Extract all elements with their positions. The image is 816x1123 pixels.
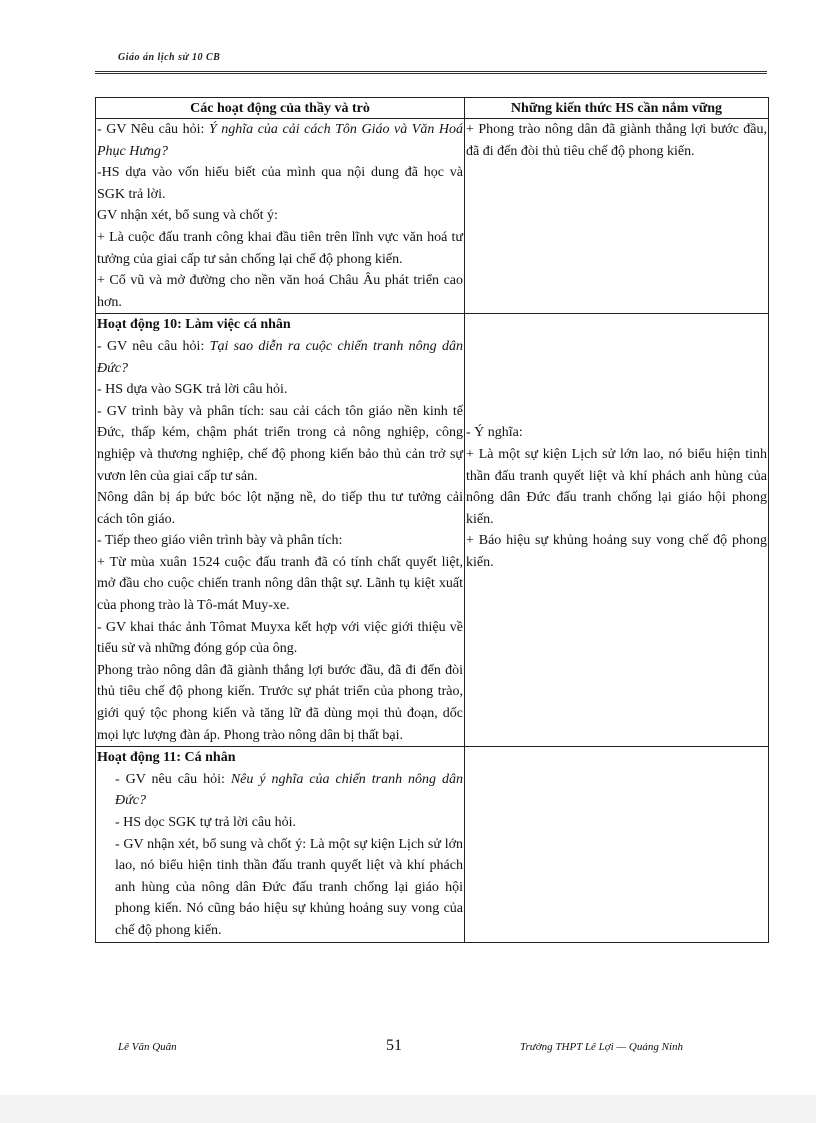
paragraph: Nông dân bị áp bức bóc lột nặng nề, do tiếp thu tư tưởng cải cách tôn giáo. [97,490,463,527]
activities-cell [96,314,465,747]
page-header: Giáo án lịch sử 10 CB [118,52,221,63]
paragraph: - GV khai thác ảnh Tômat Muyxa kết hợp với việc giới thiệu về tiểu sử và những đóng góp của ông. [97,619,463,657]
paragraph: - Tiếp theo giáo viên trình bày và phân tích: [97,533,343,549]
paragraph [97,769,463,812]
paragraph: - Ý nghĩa: [466,425,523,441]
knowledge-cell [465,747,769,942]
knowledge-cell [465,314,769,747]
knowledge-cell [465,119,769,314]
paragraph: + Là một sự kiện Lịch sử lớn lao, nó biểu hiện tinh thần đấu tranh quyết liệt và khí phách anh hùng của nông dân Đức đấu tranh chống lại giáo hội phong kiến. [466,446,767,527]
question-text: Ý nghĩa của cải cách Tôn Giáo và Văn Hoá Phục Hưng? [97,122,463,159]
activities-cell [96,119,465,314]
column-header-knowledge: Những kiến thức HS cần nắm vững [465,98,769,119]
paragraph: - HS dọc SGK tự trả lời câu hỏi. [115,815,297,830]
paragraph: + Từ mùa xuân 1524 cuộc đấu tranh đã có tính chất quyết liệt, mở đầu cho cuộc chiến tranh nông dân thật sự. Lãnh tụ kiệt xuất của phong trào là Tô-mát Muy-xe. [97,554,463,614]
paragraph: - GV trình bày và phân tích: sau cải cách tôn giáo nền kinh tế Đức, thấp kém, chậm phát triển trong cả nông nghiệp, công nghiệp và thương nghiệp, chế độ phong kiến bảo thủ cản trở sự vươn lên của giai cấp tư sản. [97,403,463,484]
table-header-row [96,98,769,119]
paragraph: + Phong trào nông dân đã giành thắng lợi bước đầu, đã đi đến đòi thủ tiêu chế độ phong kiến. [466,122,767,159]
text-prefix: - GV nêu câu hỏi: [97,338,210,354]
table-row [96,314,769,747]
question-text: Nêu ý nghĩa của chiến tranh nông dân Đức? [115,771,463,809]
text-prefix: - GV nêu câu hỏi: [115,771,231,787]
text-prefix: - GV Nêu câu hỏi: [97,122,209,137]
activities-cell [96,747,465,942]
table-row [96,747,769,942]
question-text: Tại sao diễn ra cuộc chiến tranh nông dân Đức? [97,338,463,376]
paragraph: - GV nhận xét, bổ sung và chốt ý: Là một sự kiện Lịch sử lớn lao, nó biểu hiện tinh thần đấu tranh quyết liệt và khí phách anh hùng của nông dân Đức đấu tranh chống lại giáo hội phong kiến. Nó cũng báo hiệu sự khủng hoảng suy vong của chế độ phong kiến. [115,836,463,938]
lesson-table [95,97,769,943]
table-row [96,119,769,314]
paragraph: - HS dựa vào SGK trả lời câu hỏi. [97,382,288,398]
activity-title: Hoạt động 11: Cá nhân [97,750,236,766]
paragraph: GV nhận xét, bổ sung và chốt ý: [97,208,278,224]
header-rule [95,71,767,74]
activity-title: Hoạt động 10: Làm việc cá nhân [97,317,291,333]
page-number: 51 [386,1037,402,1054]
paragraph: + Báo hiệu sự khủng hoảng suy vong chế độ phong kiến. [466,533,767,570]
paragraph [97,119,463,162]
page-bottom-margin [0,1095,816,1123]
column-header-activities: Các hoạt động của thầy và trò [96,98,465,119]
footer-author: Lê Văn Quân [118,1041,177,1053]
paragraph: + Là cuộc đấu tranh công khai đầu tiên trên lĩnh vực văn hoá tư tưởng của giai cấp tư sản chống lại chế độ phong kiến. [97,229,463,267]
paragraph: Phong trào nông dân đã giành thắng lợi bước đầu, đã đi đến đòi thủ tiêu chế độ phong kiến. Trước sự phát triển của phong trào, giới quý tộc phong kiến và tăng lữ đã dùng mọi thủ đoạn, dốc mọi lực lượng đàn áp. Phong trào nông dân bị thất bại. [97,662,463,743]
paragraph: + Cổ vũ và mở đường cho nền văn hoá Châu Âu phát triển cao hơn. [97,273,463,310]
paragraph: -HS dựa vào vốn hiểu biết của mình qua nội dung đã học và SGK trả lời. [97,165,463,202]
footer-school: Trường THPT Lê Lợi — Quảng Ninh [520,1041,684,1053]
paragraph [97,336,463,379]
